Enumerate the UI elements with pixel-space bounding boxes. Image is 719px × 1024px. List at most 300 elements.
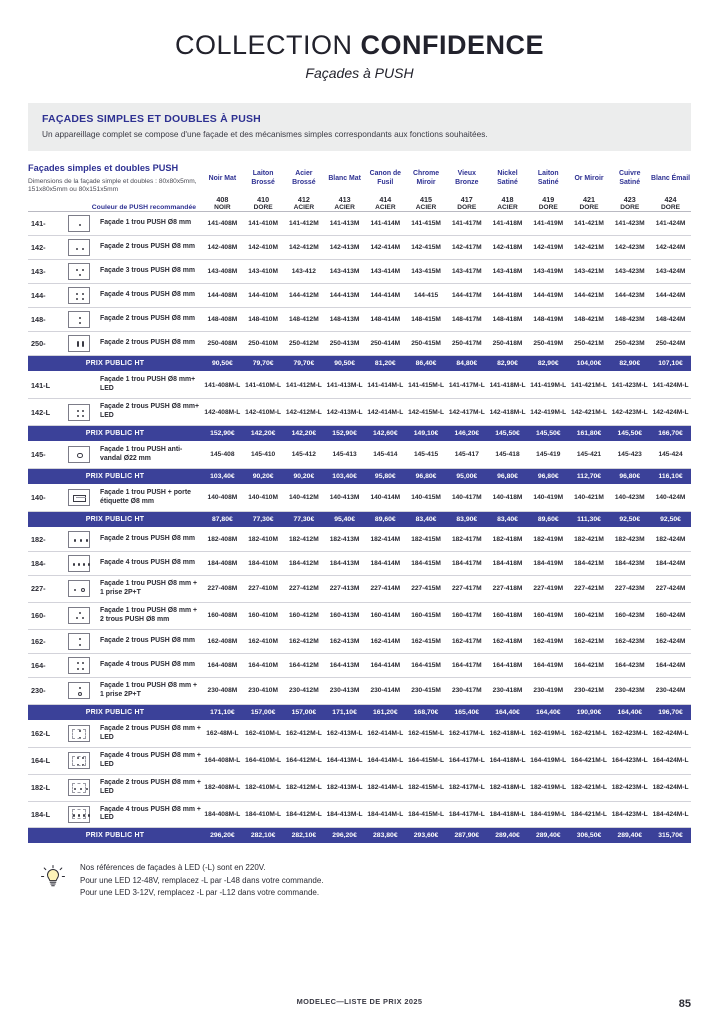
row-ref-11: 145-423 <box>609 442 650 469</box>
row-description: Façade 2 trous PUSH Ø8 mm+ LED <box>94 399 202 426</box>
row-ref-11: 250-423M <box>609 332 650 356</box>
price-value-6: 293,60€ <box>406 828 447 844</box>
row-ref-3: 142-412M <box>283 236 324 260</box>
row-ref-2: 142-410M <box>243 236 284 260</box>
row-pictogram <box>64 602 94 629</box>
price-row-label: PRIX PUBLIC HT <box>28 704 202 720</box>
price-value-2: 90,20€ <box>243 468 284 484</box>
row-ref-10: 164-421M <box>569 653 610 677</box>
row-ref-7: 162-417M <box>446 629 487 653</box>
row-ref-9: 184-419M-L <box>528 801 569 828</box>
row-description: Façade 2 trous PUSH Ø8 mm <box>94 629 202 653</box>
row-ref-9: 182-419M-L <box>528 774 569 801</box>
row-ref-4: 162-413M <box>324 629 365 653</box>
table-row <box>28 399 691 426</box>
row-ref-5: 144-414M <box>365 284 406 308</box>
column-ref-2: 410 <box>257 194 270 204</box>
row-description: Façade 2 trous PUSH Ø8 mm + LED <box>94 774 202 801</box>
facade-dbl-4-led-icon <box>68 806 90 823</box>
price-value-7: 287,90€ <box>446 828 487 844</box>
push-color-row-label: Couleur de PUSH recommandée <box>91 203 197 211</box>
row-ref-4: 184-413M-L <box>324 801 365 828</box>
price-value-8: 145,50€ <box>487 426 528 442</box>
row-ref-2: 184-410M <box>243 551 284 575</box>
push-color-8: ACIER <box>497 203 518 211</box>
row-code: 184-L <box>28 801 64 828</box>
row-ref-5: 142-414M <box>365 236 406 260</box>
table-left-header <box>28 163 202 195</box>
row-ref-4: 142-413M-L <box>324 399 365 426</box>
row-ref-8: 164-418M <box>487 653 528 677</box>
price-row-label: PRIX PUBLIC HT <box>28 828 202 844</box>
table-row <box>28 774 691 801</box>
column-header-8: Nickel Satiné <box>497 170 518 186</box>
price-value-12: 196,70€ <box>650 704 691 720</box>
row-ref-8: 144-418M <box>487 284 528 308</box>
price-row <box>28 704 691 720</box>
row-ref-10: 162-421M-L <box>569 720 610 747</box>
row-ref-7: 141-417M-L <box>446 372 487 399</box>
row-ref-4: 148-413M <box>324 308 365 332</box>
row-ref-7: 162-417M-L <box>446 720 487 747</box>
row-pictogram <box>64 527 94 551</box>
row-ref-11: 164-423M <box>609 653 650 677</box>
row-ref-6: 141-415M <box>406 212 447 236</box>
row-ref-6: 250-415M <box>406 332 447 356</box>
row-ref-10: 160-421M <box>569 602 610 629</box>
price-value-2: 142,20€ <box>243 426 284 442</box>
row-ref-10: 227-421M <box>569 575 610 602</box>
row-ref-2: 182-410M <box>243 527 284 551</box>
column-ref-7: 417 <box>460 194 473 204</box>
row-ref-2: 148-410M <box>243 308 284 332</box>
price-value-4: 90,50€ <box>324 356 365 372</box>
ref-row-spacer <box>28 195 202 204</box>
facade-dbl-4-icon <box>68 555 90 572</box>
row-pictogram <box>64 747 94 774</box>
row-ref-6: 182-415M-L <box>406 774 447 801</box>
row-ref-2: 140-410M <box>243 484 284 511</box>
row-ref-9: 142-419M-L <box>528 399 569 426</box>
row-ref-12: 162-424M <box>650 629 691 653</box>
row-ref-1: 184-408M <box>202 551 243 575</box>
facade-v4-push-led-icon <box>68 752 90 769</box>
row-ref-9: 182-419M <box>528 527 569 551</box>
price-value-11: 145,50€ <box>609 426 650 442</box>
price-value-9: 89,60€ <box>528 511 569 527</box>
row-ref-1: 227-408M <box>202 575 243 602</box>
column-header-7: Vieux Bronze <box>455 170 479 186</box>
row-ref-10: 182-421M-L <box>569 774 610 801</box>
row-pictogram <box>64 801 94 828</box>
row-ref-5: 141-414M-L <box>365 372 406 399</box>
price-value-11: 164,40€ <box>609 704 650 720</box>
facade-1-push-prise-v-icon <box>68 682 90 699</box>
row-ref-8: 184-418M <box>487 551 528 575</box>
row-ref-1: 182-408M <box>202 527 243 551</box>
row-description: Façade 3 trous PUSH Ø8 mm <box>94 260 202 284</box>
footnote-line1-b: sont en 220V. <box>216 863 266 873</box>
row-ref-6: 164-415M-L <box>406 747 447 774</box>
row-ref-9: 145-419 <box>528 442 569 469</box>
row-ref-5: 142-414M-L <box>365 399 406 426</box>
row-ref-5: 143-414M <box>365 260 406 284</box>
row-code: 230- <box>28 677 64 704</box>
price-value-9: 145,50€ <box>528 426 569 442</box>
footnote-text <box>80 862 324 899</box>
row-ref-4: 140-413M <box>324 484 365 511</box>
row-ref-12: 145-424 <box>650 442 691 469</box>
price-value-3: 77,30€ <box>283 511 324 527</box>
row-ref-3: 164-412M <box>283 653 324 677</box>
price-row <box>28 828 691 844</box>
row-ref-11: 182-423M <box>609 527 650 551</box>
row-ref-3: 141-412M-L <box>283 372 324 399</box>
price-row <box>28 511 691 527</box>
price-value-6: 168,70€ <box>406 704 447 720</box>
row-ref-6: 184-415M <box>406 551 447 575</box>
row-ref-10: 143-421M <box>569 260 610 284</box>
table-row <box>28 551 691 575</box>
price-value-6: 149,10€ <box>406 426 447 442</box>
row-pictogram <box>64 332 94 356</box>
row-ref-8: 162-418M-L <box>487 720 528 747</box>
row-ref-6: 142-415M <box>406 236 447 260</box>
row-description: Façade 1 trou PUSH + porte étiquette Ø8 mm <box>94 484 202 511</box>
row-ref-12: 142-424M <box>650 236 691 260</box>
row-description: Façade 4 trous PUSH Ø8 mm <box>94 551 202 575</box>
row-ref-5: 184-414M-L <box>365 801 406 828</box>
row-ref-2: 162-410M-L <box>243 720 284 747</box>
row-description: Façade 4 trous PUSH Ø8 mm + LED <box>94 801 202 828</box>
price-value-3: 79,70€ <box>283 356 324 372</box>
table-row <box>28 308 691 332</box>
row-ref-8: 162-418M <box>487 629 528 653</box>
row-ref-3: 162-412M-L <box>283 720 324 747</box>
row-pictogram <box>64 260 94 284</box>
row-ref-6: 230-415M <box>406 677 447 704</box>
price-value-1: 171,10€ <box>202 704 243 720</box>
row-ref-3: 162-412M <box>283 629 324 653</box>
row-description: Façade 1 trou PUSH Ø8 mm + 1 prise 2P+T <box>94 677 202 704</box>
row-ref-9: 141-419M <box>528 212 569 236</box>
table-header-row <box>28 163 691 195</box>
intro-title: FAÇADES SIMPLES ET DOUBLES À PUSH <box>42 113 261 125</box>
row-ref-11: 164-423M-L <box>609 747 650 774</box>
row-ref-4: 164-413M <box>324 653 365 677</box>
table-row <box>28 653 691 677</box>
row-description: Façade 1 trou PUSH Ø8 mm+ LED <box>94 372 202 399</box>
row-ref-8: 145-418 <box>487 442 528 469</box>
row-ref-1: 145-408 <box>202 442 243 469</box>
price-value-8: 96,80€ <box>487 468 528 484</box>
column-ref-3: 412 <box>297 194 310 204</box>
row-ref-5: 148-414M <box>365 308 406 332</box>
row-ref-9: 140-419M <box>528 484 569 511</box>
row-ref-7: 142-417M-L <box>446 399 487 426</box>
row-ref-3: 160-412M <box>283 602 324 629</box>
row-ref-4: 145-413 <box>324 442 365 469</box>
column-ref-9: 419 <box>542 194 555 204</box>
row-ref-7: 148-417M <box>446 308 487 332</box>
row-description: Façade 2 trous PUSH Ø8 mm + LED <box>94 720 202 747</box>
row-description: Façade 4 trous PUSH Ø8 mm <box>94 284 202 308</box>
table-row <box>28 629 691 653</box>
column-ref-11: 423 <box>623 194 636 204</box>
price-value-2: 77,30€ <box>243 511 284 527</box>
price-value-1: 103,40€ <box>202 468 243 484</box>
table-row <box>28 677 691 704</box>
row-ref-7: 164-417M <box>446 653 487 677</box>
row-ref-12: 182-424M <box>650 527 691 551</box>
row-ref-3: 184-412M-L <box>283 801 324 828</box>
row-ref-8: 148-418M <box>487 308 528 332</box>
row-ref-9: 250-419M <box>528 332 569 356</box>
price-value-4: 296,20€ <box>324 828 365 844</box>
row-ref-6: 160-415M <box>406 602 447 629</box>
price-value-1: 90,50€ <box>202 356 243 372</box>
lightbulb-icon <box>40 862 66 897</box>
row-ref-2: 250-410M <box>243 332 284 356</box>
row-ref-4: 162-413M-L <box>324 720 365 747</box>
row-ref-2: 164-410M <box>243 653 284 677</box>
row-ref-7: 140-417M <box>446 484 487 511</box>
row-ref-3: 148-412M <box>283 308 324 332</box>
row-ref-9: 164-419M <box>528 653 569 677</box>
row-description: Façade 1 trou PUSH Ø8 mm + 1 prise 2P+T <box>94 575 202 602</box>
row-pictogram <box>64 653 94 677</box>
table-row <box>28 236 691 260</box>
facade-3-push-icon <box>68 263 90 280</box>
price-value-12: 166,70€ <box>650 426 691 442</box>
row-ref-5: 141-414M <box>365 212 406 236</box>
row-ref-8: 230-418M <box>487 677 528 704</box>
facade-2-slot-icon <box>68 335 90 352</box>
price-value-10: 161,80€ <box>569 426 610 442</box>
push-color-10: DORE <box>579 203 599 211</box>
price-value-5: 142,60€ <box>365 426 406 442</box>
row-description: Façade 2 trous PUSH Ø8 mm <box>94 332 202 356</box>
price-value-10: 306,50€ <box>569 828 610 844</box>
facade-1-2-push-icon <box>68 607 90 624</box>
row-ref-7: 250-417M <box>446 332 487 356</box>
row-ref-6: 144-415 <box>406 284 447 308</box>
row-ref-10: 162-421M <box>569 629 610 653</box>
row-ref-2: 141-410M <box>243 212 284 236</box>
facade-v2-push-led-icon <box>68 725 90 742</box>
row-pictogram <box>64 399 94 426</box>
row-ref-11: 142-423M-L <box>609 399 650 426</box>
row-ref-1: 182-408M-L <box>202 774 243 801</box>
row-ref-3: 230-412M <box>283 677 324 704</box>
price-value-2: 282,10€ <box>243 828 284 844</box>
row-code: 164- <box>28 653 64 677</box>
row-ref-11: 162-423M <box>609 629 650 653</box>
row-ref-4: 230-413M <box>324 677 365 704</box>
price-value-8: 82,90€ <box>487 356 528 372</box>
row-ref-3: 141-412M <box>283 212 324 236</box>
row-ref-12: 184-424M-L <box>650 801 691 828</box>
table-row <box>28 442 691 469</box>
page-header <box>0 0 719 81</box>
row-ref-3: 182-412M-L <box>283 774 324 801</box>
row-ref-6: 162-415M-L <box>406 720 447 747</box>
price-value-4: 103,40€ <box>324 468 365 484</box>
price-value-6: 96,80€ <box>406 468 447 484</box>
row-ref-12: 143-424M <box>650 260 691 284</box>
row-ref-2: 230-410M <box>243 677 284 704</box>
column-ref-5: 414 <box>379 194 392 204</box>
row-ref-10: 142-421M-L <box>569 399 610 426</box>
row-code: 162- <box>28 629 64 653</box>
row-ref-11: 184-423M-L <box>609 801 650 828</box>
price-value-3: 90,20€ <box>283 468 324 484</box>
row-code: 144- <box>28 284 64 308</box>
price-value-4: 95,40€ <box>324 511 365 527</box>
row-ref-4: 142-413M <box>324 236 365 260</box>
row-ref-7: 230-417M <box>446 677 487 704</box>
row-ref-2: 184-410M-L <box>243 801 284 828</box>
row-ref-4: 182-413M-L <box>324 774 365 801</box>
row-ref-3: 227-412M <box>283 575 324 602</box>
row-code: 141- <box>28 212 64 236</box>
row-ref-12: 184-424M <box>650 551 691 575</box>
row-ref-12: 140-424M <box>650 484 691 511</box>
row-ref-2: 160-410M <box>243 602 284 629</box>
row-code: 143- <box>28 260 64 284</box>
facade-label-icon <box>68 489 90 506</box>
row-ref-2: 145-410 <box>243 442 284 469</box>
price-value-9: 82,90€ <box>528 356 569 372</box>
price-table-body <box>28 163 691 844</box>
row-description: Façade 2 trous PUSH Ø8 mm <box>94 527 202 551</box>
footnote-line2: Pour une LED 12-48V, remplacez -L par -L48 dans votre commande. <box>80 875 324 885</box>
footnote-line1-a: Nos références de façades à LED (-L) <box>80 863 217 873</box>
row-pictogram <box>64 284 94 308</box>
price-value-7: 165,40€ <box>446 704 487 720</box>
row-ref-3: 184-412M <box>283 551 324 575</box>
row-ref-7: 227-417M <box>446 575 487 602</box>
table-row <box>28 575 691 602</box>
row-pictogram <box>64 720 94 747</box>
push-color-3: ACIER <box>293 203 315 211</box>
row-ref-1: 141-408M-L <box>202 372 243 399</box>
row-ref-1: 140-408M <box>202 484 243 511</box>
row-ref-1: 142-408M <box>202 236 243 260</box>
price-value-6: 83,40€ <box>406 511 447 527</box>
page-subtitle: Façades à PUSH <box>305 65 414 81</box>
row-ref-9: 227-419M <box>528 575 569 602</box>
intro-text: Un appareillage complet se compose d'une façade et des mécanismes simples correspondants aux fonctions souhaitées. <box>42 129 488 139</box>
row-ref-11: 142-423M <box>609 236 650 260</box>
row-ref-5: 164-414M <box>365 653 406 677</box>
price-value-2: 157,00€ <box>243 704 284 720</box>
column-header-1: Noir Mat <box>208 174 237 182</box>
push-color-9: DORE <box>538 203 558 211</box>
row-ref-1: 164-408M-L <box>202 747 243 774</box>
row-ref-8: 160-418M <box>487 602 528 629</box>
price-value-8: 289,40€ <box>487 828 528 844</box>
row-ref-7: 182-417M <box>446 527 487 551</box>
facade-dbl-2-led-icon <box>68 779 90 796</box>
row-ref-6: 148-415M <box>406 308 447 332</box>
row-ref-12: 142-424M-L <box>650 399 691 426</box>
facade-4-push-icon <box>68 287 90 304</box>
row-ref-11: 162-423M-L <box>609 720 650 747</box>
push-color-12: DORE <box>661 203 681 211</box>
footnote-line3: Pour une LED 3-12V, remplacez -L par -L12 dans votre commande. <box>80 888 320 898</box>
row-ref-8: 140-418M <box>487 484 528 511</box>
column-header-4: Blanc Mat <box>328 174 361 182</box>
column-ref-4: 413 <box>338 194 351 204</box>
row-ref-6: 164-415M <box>406 653 447 677</box>
row-ref-6: 162-415M <box>406 629 447 653</box>
row-ref-4: 160-413M <box>324 602 365 629</box>
push-color-5: ACIER <box>375 203 396 211</box>
row-ref-7: 184-417M <box>446 551 487 575</box>
row-pictogram <box>64 212 94 236</box>
row-ref-9: 162-419M <box>528 629 569 653</box>
row-ref-3: 164-412M-L <box>283 747 324 774</box>
price-row-label: PRIX PUBLIC HT <box>28 511 202 527</box>
facade-dbl-2-icon <box>68 531 90 548</box>
row-pictogram <box>64 484 94 511</box>
row-ref-2: 182-410M-L <box>243 774 284 801</box>
row-ref-4: 182-413M <box>324 527 365 551</box>
row-ref-6: 182-415M <box>406 527 447 551</box>
row-ref-8: 142-418M-L <box>487 399 528 426</box>
row-ref-11: 144-423M <box>609 284 650 308</box>
table-row <box>28 484 691 511</box>
row-pictogram <box>64 236 94 260</box>
row-pictogram <box>64 575 94 602</box>
price-value-9: 96,80€ <box>528 468 569 484</box>
row-ref-11: 141-423M <box>609 212 650 236</box>
price-value-10: 190,90€ <box>569 704 610 720</box>
row-code: 182- <box>28 527 64 551</box>
row-ref-10: 142-421M <box>569 236 610 260</box>
column-ref-1: 408 <box>216 194 229 204</box>
price-value-3: 157,00€ <box>283 704 324 720</box>
column-ref-6: 415 <box>420 194 433 204</box>
footnote <box>40 862 691 899</box>
table-row <box>28 260 691 284</box>
row-ref-8: 142-418M <box>487 236 528 260</box>
price-value-5: 89,60€ <box>365 511 406 527</box>
row-ref-5: 182-414M <box>365 527 406 551</box>
price-value-1: 87,80€ <box>202 511 243 527</box>
row-ref-7: 160-417M <box>446 602 487 629</box>
price-value-1: 152,90€ <box>202 426 243 442</box>
row-ref-1: 162-48M-L <box>202 720 243 747</box>
row-ref-7: 141-417M <box>446 212 487 236</box>
row-description: Façade 1 trou PUSH anti-vandal Ø22 mm <box>94 442 202 469</box>
row-code: 250- <box>28 332 64 356</box>
price-value-3: 282,10€ <box>283 828 324 844</box>
table-left-header-dim: Dimensions de la façade simple et doubles : 80x80x5mm, 151x80x5mm ou 80x151x5mm <box>28 177 197 194</box>
row-ref-8: 250-418M <box>487 332 528 356</box>
row-ref-12: 250-424M <box>650 332 691 356</box>
row-ref-12: 164-424M <box>650 653 691 677</box>
facade-1-push-prise-icon <box>68 580 90 597</box>
row-ref-1: 141-408M <box>202 212 243 236</box>
row-ref-12: 148-424M <box>650 308 691 332</box>
row-ref-9: 148-419M <box>528 308 569 332</box>
facade-1-antivandal-icon <box>68 446 90 463</box>
price-row-label: PRIX PUBLIC HT <box>28 426 202 442</box>
row-ref-1: 142-408M-L <box>202 399 243 426</box>
price-value-10: 111,30€ <box>569 511 610 527</box>
